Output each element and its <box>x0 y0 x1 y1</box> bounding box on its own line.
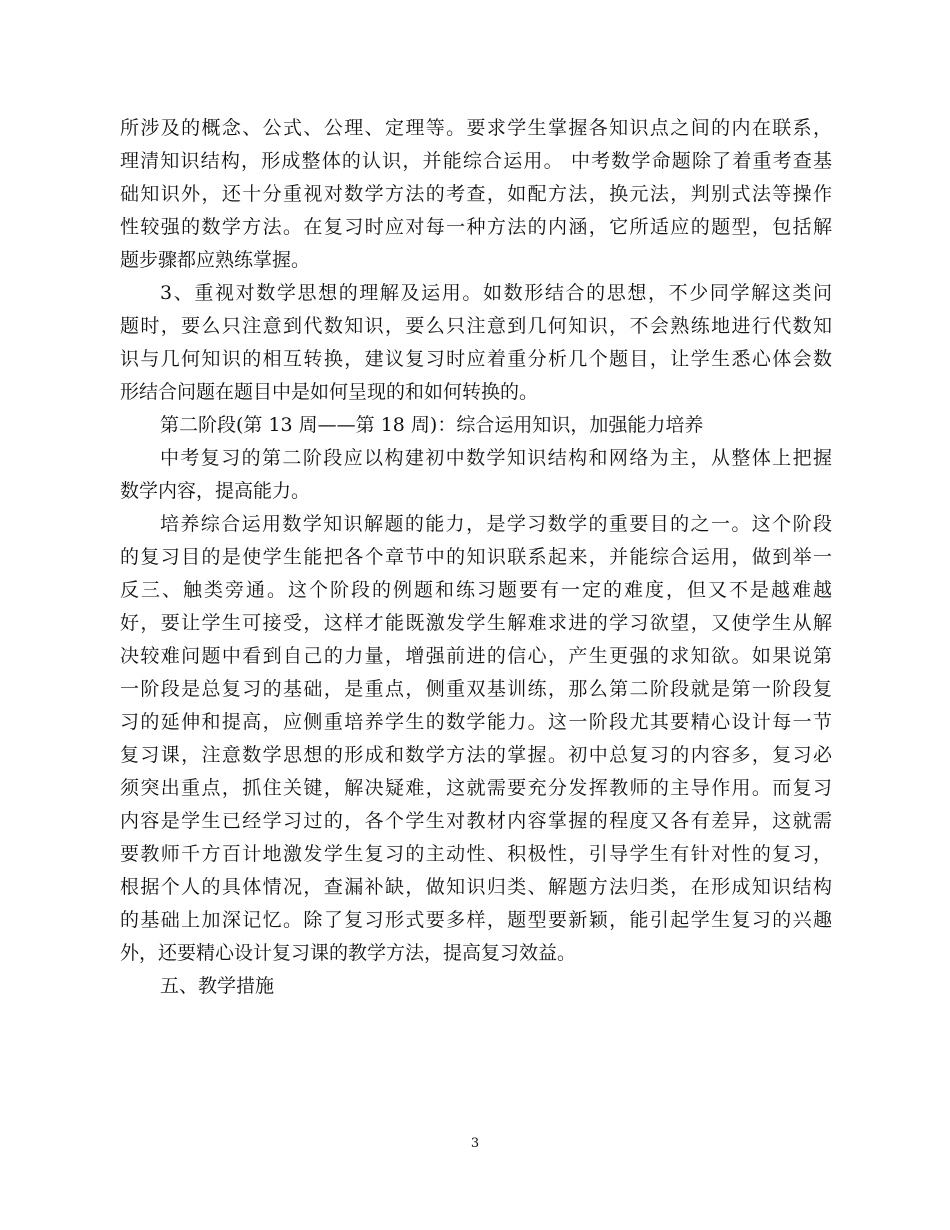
paragraph-line: 要教师千方百计地激发学生复习的主动性、积极性，引导学生有针对性的复习， <box>120 843 832 865</box>
paragraph-line: 反三、触类旁通。这个阶段的例题和练习题要有一定的难度，但又不是越难越 <box>120 579 832 601</box>
paragraph-line: 复习课，注意数学思想的形成和数学方法的掌握。初中总复习的内容多，复习必 <box>120 744 832 766</box>
paragraph-line: 理清知识结构，形成整体的认识，并能综合运用。 中考数学命题除了着重考查基 <box>120 150 832 172</box>
paragraph-line: 培养综合运用数学知识解题的能力，是学习数学的重要目的之一。这个阶段 <box>160 513 832 535</box>
paragraph-line: 五、教学措施 <box>160 975 275 997</box>
paragraph-line: 的复习目的是使学生能把各个章节中的知识联系起来，并能综合运用，做到举一 <box>120 546 832 568</box>
paragraph-line: 一阶段是总复习的基础，是重点，侧重双基训练，那么第二阶段就是第一阶段复 <box>120 678 832 700</box>
paragraph <box>120 409 832 442</box>
paragraph <box>120 277 832 409</box>
paragraph-line: 3、重视对数学思想的理解及运用。如数形结合的思想，不少同学解这类问 <box>160 282 832 304</box>
paragraph <box>120 112 832 277</box>
page-number: 3 <box>470 1136 480 1151</box>
paragraph-line: 识与几何知识的相互转换，建议复习时应着重分析几个题目，让学生悉心体会数 <box>120 348 832 370</box>
paragraph-line: 中考复习的第二阶段应以构建初中数学知识结构和网络为主，从整体上把握 <box>160 447 832 469</box>
paragraph-line: 形结合问题在题目中是如何呈现的和如何转换的。 <box>120 381 539 403</box>
document-body <box>120 112 832 1003</box>
paragraph <box>120 508 832 970</box>
paragraph <box>120 970 832 1003</box>
paragraph-line: 的基础上加深记忆。除了复习形式要多样，题型要新颖，能引起学生复习的兴趣 <box>120 909 832 931</box>
paragraph-line: 性较强的数学方法。在复习时应对每一种方法的内涵，它所适应的题型，包括解 <box>120 216 832 238</box>
paragraph-line: 决较难问题中看到自己的力量，增强前进的信心，产生更强的求知欲。如果说第 <box>120 645 832 667</box>
paragraph-line: 好，要让学生可接受，这样才能既激发学生解难求进的学习欲望，又使学生从解 <box>120 612 832 634</box>
paragraph-line: 题时，要么只注意到代数知识，要么只注意到几何知识，不会熟练地进行代数知 <box>120 315 832 337</box>
paragraph-line: 础知识外，还十分重视对数学方法的考查，如配方法，换元法，判别式法等操作 <box>120 183 832 205</box>
paragraph-line: 题步骤都应熟练掌握。 <box>120 249 311 271</box>
paragraph-line: 内容是学生已经学习过的，各个学生对教材内容掌握的程度又各有差异，这就需 <box>120 810 832 832</box>
paragraph-line: 根据个人的具体情况，查漏补缺，做知识归类、解题方法归类，在形成知识结构 <box>120 876 832 898</box>
paragraph-line: 所涉及的概念、公式、公理、定理等。要求学生掌握各知识点之间的内在联系， <box>120 117 832 139</box>
paragraph-line: 须突出重点，抓住关键，解决疑难，这就需要充分发挥教师的主导作用。而复习 <box>120 777 832 799</box>
paragraph-line: 外，还要精心设计复习课的教学方法，提高复习效益。 <box>120 942 577 964</box>
paragraph <box>120 442 832 508</box>
paragraph-line: 第二阶段(第 13 周——第 18 周)：综合运用知识，加强能力培养 <box>160 414 704 436</box>
paragraph-line: 数学内容，提高能力。 <box>120 480 311 502</box>
paragraph-line: 习的延伸和提高，应侧重培养学生的数学能力。这一阶段尤其要精心设计每一节 <box>120 711 832 733</box>
